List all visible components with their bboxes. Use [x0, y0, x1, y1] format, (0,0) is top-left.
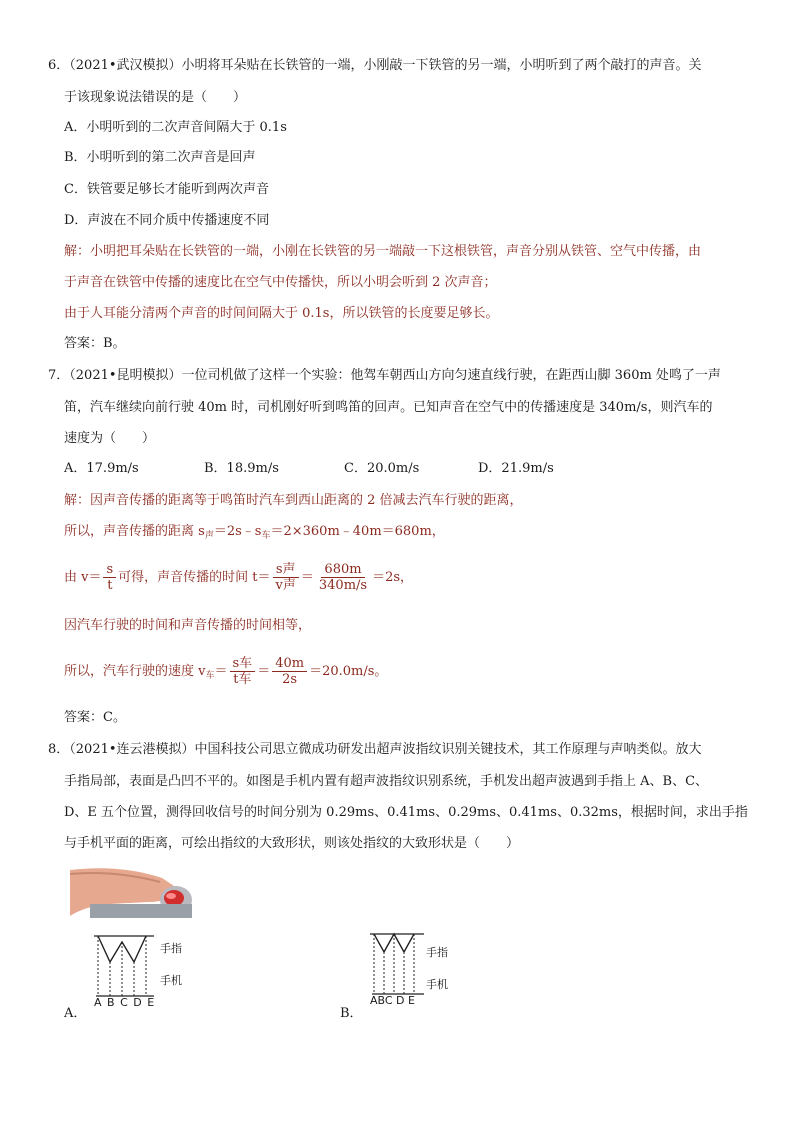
q6-solution-line2: 于声音在铁管中传播的速度比在空气中传播快，所以小明会听到 2 次声音； — [64, 275, 497, 290]
q6-stem-line1: 6．（2021•武汉模拟）小明将耳朵贴在长铁管的一端，小刚敲一下铁管的另一端，小明听到了两个敲打的声音。关 — [48, 58, 702, 73]
fraction-v-car: $\frac{\text{s车}}{\text{t车}}$ — [230, 656, 256, 687]
diagram-b-points: ABC D E — [370, 994, 415, 1007]
diagram-a-phone-label: 手机 — [160, 974, 182, 987]
q7-options — [64, 459, 554, 479]
q6-option-a: A．小明听到的二次声音间隔大于 0.1s — [64, 120, 287, 135]
fraction-t: $\frac{\text{s声}}{\text{v声}}$ — [273, 562, 299, 593]
q8-stem-line4: 与手机平面的距离，可绘出指纹的大致形状，则该处指纹的大致形状是（ ） — [64, 836, 520, 851]
q7-option-c: C．20.0m/s — [344, 461, 420, 476]
q6-option-d: D．声波在不同介质中传播速度不同 — [64, 213, 270, 228]
diagram-b-phone-label: 手机 — [426, 978, 448, 991]
q7-solution-line4: 因汽车行驶的时间和声音传播的时间相等， — [64, 618, 312, 633]
option-b-label: B． — [340, 1006, 363, 1021]
q7-option-d: D．21.9m/s — [478, 461, 554, 476]
q8-stem-line1: 8．（2021•连云港模拟）中国科技公司思立微成功研发出超声波指纹识别关键技术，其工作原理与声呐类似。放大 — [48, 742, 702, 757]
fraction-v: $\frac{s}{t}$ — [103, 562, 116, 593]
option-a-label: A． — [64, 1006, 87, 1021]
q7-solution-line3: 由 v＝ $\frac{s}{t}$ 可得，声音传播的时间 t＝ $\frac{\text{s声}}{\text{v声}}$ ＝ $\frac{680m}{340m/s}$ ＝2s， — [64, 562, 414, 593]
q7-stem-line3: 速度为（ ） — [64, 431, 156, 446]
fingerprint-sensor-photo — [70, 864, 192, 918]
q6-option-c: C．铁管要足够长才能听到两次声音 — [64, 182, 269, 197]
diagram-a-points: A B C D E — [94, 996, 156, 1009]
q7-solution-line1: 解：因声音传播的距离等于鸣笛时汽车到西山距离的 2 倍减去汽车行驶的距离， — [64, 493, 523, 508]
q7-answer: 答案：C。 — [64, 710, 126, 725]
q6-option-b: B．小明听到的第二次声音是回声 — [64, 150, 256, 165]
q7-solution-line5: 所以，汽车行驶的速度 $v_车=$ $\frac{\text{s车}}{\text{t车}}$ ＝ $\frac{40m}{2s}$ ＝20.0m/s。 — [64, 656, 388, 687]
q7-solution-line2: 所以，声音传播的距离 $s_声=2s﹣s_车=2\times 360m﹣40m=680m$， — [64, 524, 445, 541]
q7-option-a: A．17.9m/s — [64, 461, 139, 476]
fraction-v-car-values: $\frac{40m}{2s}$ — [272, 656, 307, 687]
q7-stem-line1: 7．（2021•昆明模拟）一位司机做了这样一个实验：他驾车朝西山方向匀速直线行驶，在距西山脚 360m 处鸣了一声 — [48, 368, 721, 383]
q8-stem-line3: D、E 五个位置，测得回收信号的时间分别为 0.29ms、0.41ms、0.29ms、0.41ms、0.32ms，根据时间，求出手指 — [64, 805, 748, 820]
q6-answer: 答案：B。 — [64, 336, 126, 351]
diagram-b-finger-label: 手指 — [426, 946, 448, 959]
fraction-t-values: $\frac{680m}{340m/s}$ — [318, 562, 368, 593]
q6-solution-line3: 由于人耳能分清两个声音的时间间隔大于 0.1s，所以铁管的长度要足够长。 — [64, 306, 499, 321]
q6-stem-line2: 于该现象说法错误的是（ ） — [64, 90, 247, 105]
diagram-a-finger-label: 手指 — [160, 942, 182, 955]
q8-stem-line2: 手指局部，表面是凸凹不平的。如图是手机内置有超声波指纹识别系统，手机发出超声波遇到手指上 A、B、C、 — [64, 774, 709, 789]
q7-stem-line2: 笛，汽车继续向前行驶 40m 时，司机刚好听到鸣笛的回声。已知声音在空气中的传播速度是 340m/s，则汽车的 — [64, 400, 713, 415]
q6-solution-line1: 解：小明把耳朵贴在长铁管的一端，小刚在长铁管的另一端敲一下这根铁管，声音分别从铁管、空气中传播，由 — [64, 244, 702, 259]
q7-option-b: B．18.9m/s — [204, 461, 279, 476]
